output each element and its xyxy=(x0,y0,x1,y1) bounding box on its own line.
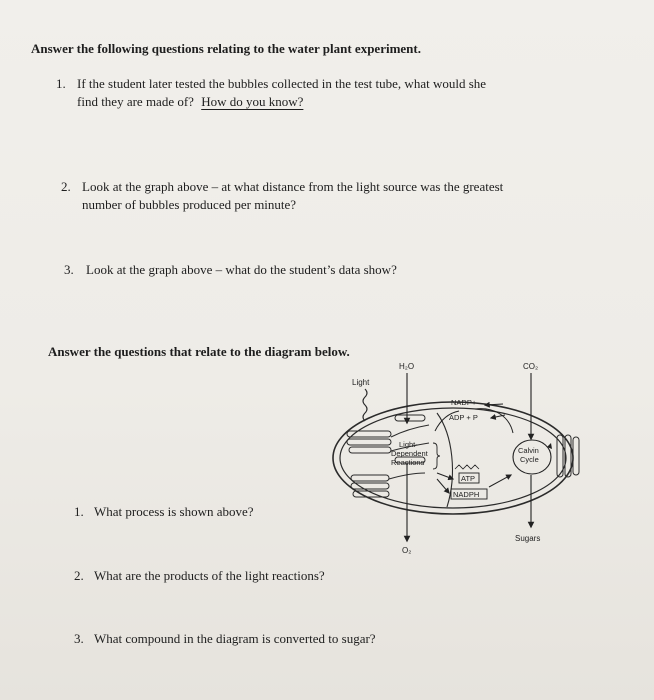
light-ray xyxy=(363,389,367,421)
light-to-atp xyxy=(437,473,453,479)
nadp-label: NADP+ xyxy=(451,398,477,407)
calvin-label-2: Cycle xyxy=(520,455,539,464)
s1-q1-line2-a: find they are made of? xyxy=(77,94,194,109)
return-arc xyxy=(475,409,513,433)
s2-q2-number: 2. xyxy=(74,568,84,583)
atp-nadph-to-calvin xyxy=(489,475,511,487)
s1-q1-number: 1. xyxy=(56,76,66,91)
light-dependent-label-1: Light- xyxy=(399,440,418,449)
light-dependent-label-3: Reactions xyxy=(391,458,425,467)
light-to-nadph xyxy=(437,479,449,493)
section2-heading: Answer the questions that relate to the diagram below. xyxy=(48,344,350,359)
s2-q1-text: What process is shown above? xyxy=(94,504,254,519)
light-dependent-bracket xyxy=(433,443,440,469)
s2-q1-number: 1. xyxy=(74,504,84,519)
light-dependent-label-2: Dependent xyxy=(391,449,428,458)
photosynthesis-diagram xyxy=(325,355,585,555)
s1-q1-line2-b: How do you know? xyxy=(201,94,304,109)
s2-q2-text: What are the products of the light reactions? xyxy=(94,568,325,583)
s1-q2-number: 2. xyxy=(61,179,71,194)
stroma-divider xyxy=(437,413,452,507)
atp-wave xyxy=(455,465,479,469)
co2-label: CO₂ xyxy=(523,362,539,371)
section1-heading: Answer the following questions relating to the water plant experiment. xyxy=(31,41,421,56)
s1-q3-text: Look at the graph above – what do the student’s data show? xyxy=(86,262,397,277)
s2-q3-text: What compound in the diagram is converted to sugar? xyxy=(94,631,376,646)
s1-q1-line1: If the student later tested the bubbles collected in the test tube, what would she xyxy=(77,76,487,91)
adp-label: ADP + P xyxy=(449,413,478,422)
s1-q2-line1: Look at the graph above – at what distance from the light source was the greatest xyxy=(82,179,504,194)
atp-label: ATP xyxy=(461,474,476,483)
o2-label: O₂ xyxy=(402,546,412,555)
s1-q1-line2 xyxy=(77,94,303,110)
s2-q3-number: 3. xyxy=(74,631,84,646)
s1-q3-number: 3. xyxy=(64,262,74,277)
light-label: Light xyxy=(352,378,370,387)
h2o-label: H₂O xyxy=(399,362,415,371)
calvin-label-1: Calvin xyxy=(518,446,539,455)
nadph-label: NADPH xyxy=(453,490,480,499)
sugars-label: Sugars xyxy=(515,534,541,543)
s1-q2-line2: number of bubbles produced per minute? xyxy=(82,197,297,212)
